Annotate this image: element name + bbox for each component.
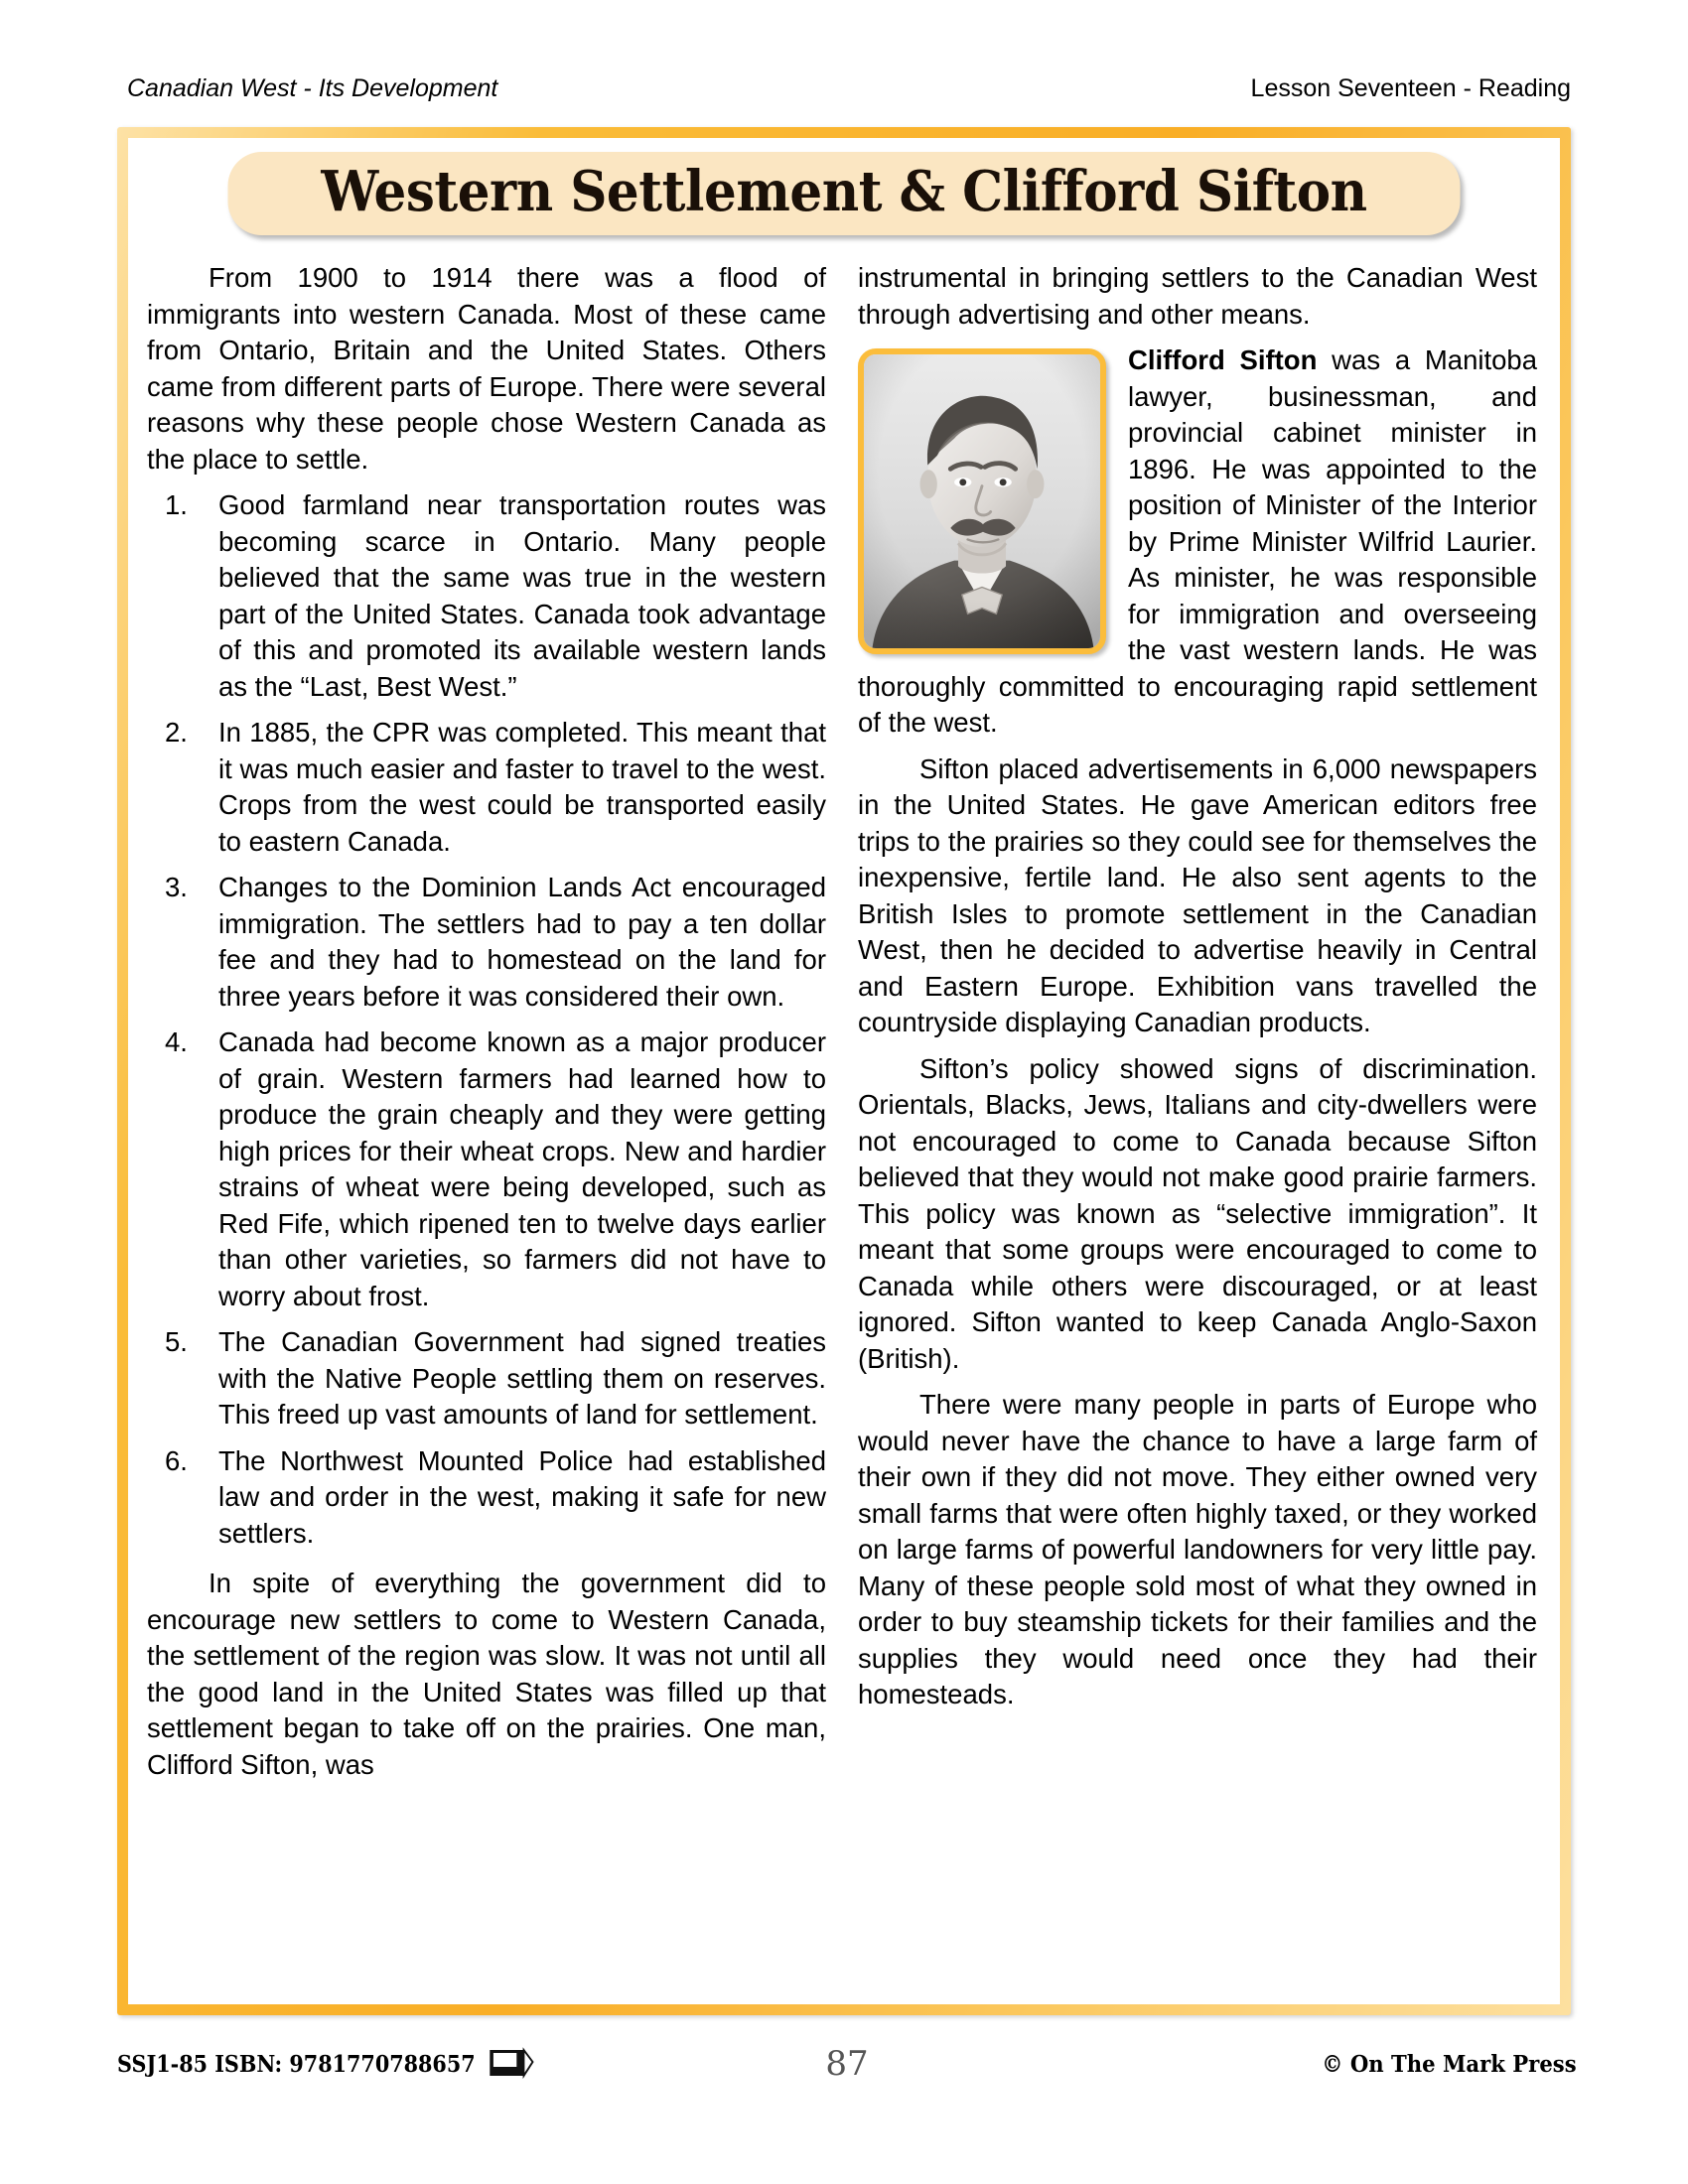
paragraph-europe: There were many people in parts of Europe who would never have the chance to have a large farm of their own if they did not move. They either owned very small farms that were often highly taxed, or they worked on large farms of powerful landowners for very little pay. Many of these people sold most of what they owned in order to buy steamship tickets for their families and the supplies they would need once they had their homesteads. (858, 1389, 1537, 1709)
continuation-paragraph: instrumental in bringing settlers to the Canadian West through advertising and other means. (858, 262, 1537, 330)
title-banner (228, 152, 1461, 235)
intro-paragraph: From 1900 to 1914 there was a flood of immigrants into western Canada. Most of these came from Ontario, Britain and the United States. Others came from different parts of Europe. There were several reasons why these people chose Western Canada as the place to settle. (147, 262, 826, 475)
list-item: Changes to the Dominion Lands Act encouraged immigration. The settlers had to pay a ten dollar fee and they had to homestead on the land for three years before it was considered their own. (218, 872, 826, 1012)
left-column (147, 260, 826, 1987)
closing-paragraph: In spite of everything the government did to encourage new settlers to come to Western Canada, the settlement of the region was slow. It was not until all the good land in the United States was filled up that settlement began to take off on the prairies. One man, Clifford Sifton, was (147, 1568, 826, 1780)
right-column (858, 260, 1537, 1987)
list-item: The Canadian Government had signed treaties with the Native People settling them on reserves. This freed up vast amounts of land for settlement. (218, 1326, 826, 1430)
clifford-sifton-portrait (858, 348, 1106, 654)
running-head (127, 71, 1571, 105)
running-head-right: Lesson Seventeen - Reading (1250, 73, 1571, 102)
list-item: The Northwest Mounted Police had established law and order in the west, making it safe for new settlers. (218, 1444, 826, 1549)
page-footer (117, 2041, 1577, 2087)
portrait-photo (864, 354, 1100, 648)
reasons-list (147, 487, 826, 1552)
paragraph-advertisements: Sifton placed advertisements in 6,000 newspapers in the United States. He gave American editors free trips to the prairies so they could see for themselves the inexpensive, fertile land. He also sent agents to the British Isles to promote settlement in the Canadian West, then he decided to advertise heavily in Central and Eastern Europe. Exhibition vans travelled the countryside displaying Canadian products. (858, 752, 1537, 1037)
list-item: In 1885, the CPR was completed. This meant that it was much easier and faster to travel to the west. Crops from the west could be transported easily to eastern Canada. (218, 717, 826, 857)
title-banner-wrapper (228, 152, 1461, 235)
paragraph-policy: Sifton’s policy showed signs of discrimination. Orientals, Blacks, Jews, Italians and city-dwellers were not encouraged to come to Canada because Sifton believed that they would not make good prairie farmers. This policy was known as “selective immigration”. It meant that some groups were encouraged to come to Canada while others were discouraged, or at least ignored. Sifton wanted to keep Canada Anglo-Saxon (British). (858, 1052, 1537, 1374)
page-number: 87 (825, 2044, 869, 2084)
footer-publisher: © On The Mark Press (1322, 2050, 1577, 2078)
footer-identifier (117, 2046, 534, 2082)
running-head-left: Canadian West - Its Development (127, 73, 498, 102)
list-item: Canada had become known as a major producer of grain. Western farmers had learned how to produce the grain cheaply and they were getting high prices for their wheat crops. New and hardier strains of wheat were being developed, such as Red Fife, which ripened ten to twelve days earlier than other varieties, so farmers did not have to worry about frost. (218, 1026, 826, 1311)
article-body (147, 260, 1537, 1987)
bio-lead-name: Clifford Sifton (1128, 344, 1318, 375)
bio-rest: was a Manitoba lawyer, businessman, and provincial cabinet minister in 1896. He was appointed to the position of Minister of the Interior by Prime Minister Wilfrid Laurier. As minister, he was responsible for immigration and overseeing the vast western lands. He was thoroughly committed to encouraging rapid settlement of the west. (858, 344, 1537, 738)
publisher-logo-icon (488, 2046, 534, 2082)
list-item: Good farmland near transportation routes was becoming scarce in Ontario. Many people believed that the same was true in the western part of the United States. Canada took advantage of this and promoted its available western lands as the “Last, Best West.” (218, 489, 826, 702)
page-title: Western Settlement & Clifford Sifton (321, 159, 1367, 224)
footer-isbn-code: SSJ1-85 ISBN: 9781770788657 (117, 2050, 476, 2078)
